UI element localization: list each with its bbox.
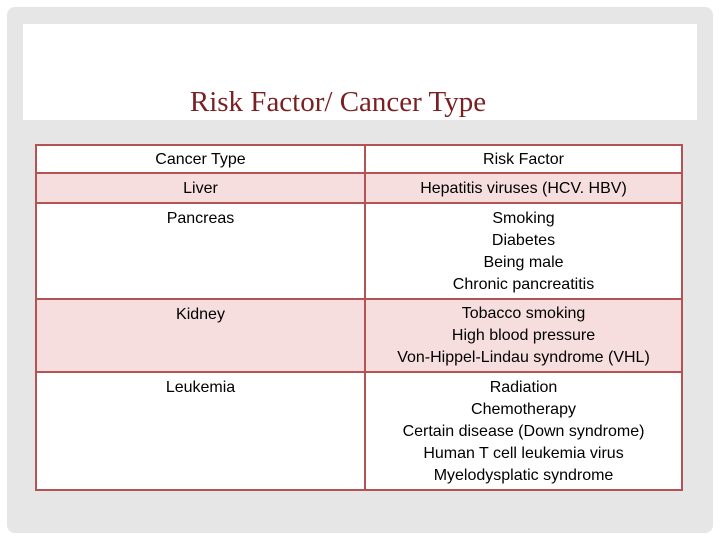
table-row-kidney [36, 299, 682, 372]
risk-item: Human T cell leukemia virus [423, 445, 624, 462]
cancer-type-cell: Pancreas [36, 203, 365, 299]
cancer-type-cell: Leukemia [36, 372, 365, 490]
risk-factor-cell [365, 372, 682, 490]
risk-item: Hepatitis viruses (HCV. HBV) [420, 180, 627, 197]
risk-item: Diabetes [491, 232, 556, 249]
risk-factor-table [35, 144, 683, 491]
risk-item: Radiation [489, 379, 558, 396]
header-cancer-type: Cancer Type [36, 145, 365, 173]
risk-item: Chronic pancreatitis [452, 276, 595, 293]
risk-item: Tobacco smoking [461, 305, 586, 322]
risk-factor-cell [365, 203, 682, 299]
risk-item: Smoking [492, 210, 555, 227]
table-row-leukemia [36, 372, 682, 490]
slide-title: Risk Factor/ Cancer Type [189, 86, 487, 118]
cancer-type-cell: Liver [36, 173, 365, 203]
table-row-liver [36, 173, 682, 203]
risk-item: Being male [483, 254, 564, 271]
risk-item: Myelodysplatic syndrome [433, 467, 614, 484]
risk-factor-cell [365, 299, 682, 372]
risk-factor-cell [365, 173, 682, 203]
risk-item: Certain disease (Down syndrome) [402, 423, 645, 440]
risk-item: Chemotherapy [471, 401, 576, 418]
risk-item: Von-Hippel-Lindau syndrome (VHL) [397, 349, 650, 366]
risk-item: High blood pressure [451, 327, 596, 344]
table-row-pancreas [36, 203, 682, 299]
table-header-row [36, 145, 682, 173]
cancer-type-cell: Kidney [36, 299, 365, 372]
title-box [23, 24, 697, 120]
header-risk-factor: Risk Factor [365, 145, 682, 173]
